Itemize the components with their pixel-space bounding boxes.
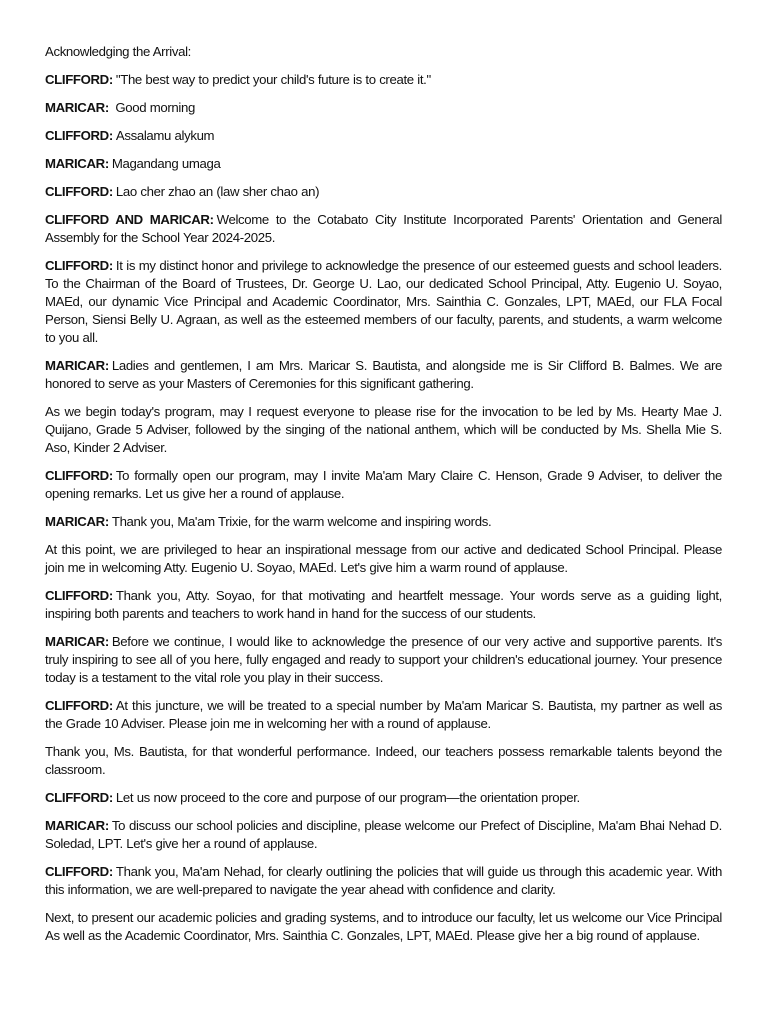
speaker-label: CLIFFORD AND MARICAR:: [45, 212, 214, 227]
script-paragraph: [45, 403, 722, 457]
speaker-label: MARICAR:: [45, 100, 109, 115]
script-paragraph: [45, 789, 722, 807]
script-paragraph: [45, 99, 722, 117]
paragraph-text: Before we continue, I would like to acknowledge the presence of our very active and supportive parents. It's truly inspiring to see all of you here, fully engaged and ready to support your children's educational journey. Your presence today is a testament to the vital role you play in their success.: [45, 634, 722, 685]
script-paragraph: [45, 587, 722, 623]
speaker-label: MARICAR:: [45, 358, 109, 373]
paragraph-text: Thank you, Ma'am Nehad, for clearly outlining the policies that will guide us through this academic year. With this information, we are well-prepared to navigate the year ahead with confidence and clarity.: [45, 864, 722, 897]
paragraph-text: At this point, we are privileged to hear an inspirational message from our active and dedicated School Principal. Please join me in welcoming Atty. Eugenio U. Soyao, MAEd. Let's give him a warm round of applause.: [45, 542, 722, 575]
script-paragraph: [45, 697, 722, 733]
speaker-label: MARICAR:: [45, 634, 109, 649]
paragraph-text: Magandang umaga: [111, 156, 221, 171]
speaker-label: CLIFFORD:: [45, 790, 113, 805]
script-paragraph: [45, 743, 722, 779]
speaker-label: CLIFFORD:: [45, 698, 113, 713]
script-paragraph: [45, 43, 722, 61]
speaker-label: CLIFFORD:: [45, 588, 113, 603]
script-paragraph: [45, 155, 722, 173]
script-paragraph: [45, 817, 722, 853]
script-paragraph: [45, 71, 722, 89]
script-paragraph: [45, 257, 722, 347]
speaker-label: MARICAR:: [45, 156, 109, 171]
speaker-label: CLIFFORD:: [45, 258, 113, 273]
script-paragraph: [45, 467, 722, 503]
paragraph-text: Assalamu alykum: [115, 128, 215, 143]
script-paragraph: [45, 211, 722, 247]
paragraph-text: As we begin today's program, may I request everyone to please rise for the invocation to be led by Ms. Hearty Mae J. Quijano, Grade 5 Adviser, followed by the singing of the national anthem, which will be conducted by Ms. Shella Mie S. Aso, Kinder 2 Adviser.: [45, 404, 722, 455]
paragraph-text: Thank you, Atty. Soyao, for that motivating and heartfelt message. Your words serve as a guiding light, inspiring both parents and teachers to work hand in hand for the success of our students.: [45, 588, 722, 621]
speaker-label: CLIFFORD:: [45, 72, 113, 87]
speaker-label: CLIFFORD:: [45, 864, 113, 879]
paragraph-text: Next, to present our academic policies and grading systems, and to introduce our faculty, let us welcome our Vice Principal As well as the Academic Coordinator, Mrs. Sainthia C. Gonzales, LPT, MAEd. Please give her a big round of applause.: [45, 910, 722, 943]
script-paragraph: [45, 357, 722, 393]
paragraph-text: Welcome to the Cotabato City Institute Incorporated Parents' Orientation and General Assembly for the School Year 2024-2025.: [45, 212, 722, 245]
paragraph-text: To formally open our program, may I invite Ma'am Mary Claire C. Henson, Grade 9 Adviser, to deliver the opening remarks. Let us give her a round of applause.: [45, 468, 722, 501]
paragraph-text: To discuss our school policies and discipline, please welcome our Prefect of Discipline, Ma'am Bhai Nehad D. Soledad, LPT. Let's give her a round of applause.: [45, 818, 722, 851]
paragraph-text: Let us now proceed to the core and purpose of our program—the orientation proper.: [115, 790, 580, 805]
script-paragraph: [45, 513, 722, 531]
paragraph-text: Lao cher zhao an (law sher chao an): [115, 184, 320, 199]
paragraph-text: Acknowledging the Arrival:: [45, 44, 191, 59]
script-body: [45, 43, 722, 945]
script-paragraph: [45, 127, 722, 145]
paragraph-text: Thank you, Ma'am Trixie, for the warm welcome and inspiring words.: [111, 514, 492, 529]
paragraph-text: Good morning: [111, 100, 195, 115]
script-paragraph: [45, 633, 722, 687]
script-paragraph: [45, 909, 722, 945]
speaker-label: MARICAR:: [45, 514, 109, 529]
speaker-label: MARICAR:: [45, 818, 109, 833]
paragraph-text: At this juncture, we will be treated to a special number by Ma'am Maricar S. Bautista, my partner as well as the Grade 10 Adviser. Please join me in welcoming her with a round of applause.: [45, 698, 722, 731]
paragraph-text: It is my distinct honor and privilege to acknowledge the presence of our esteemed guests and school leaders. To the Chairman of the Board of Trustees, Dr. George U. Lao, our dedicated School Principal, Atty. Eugenio U. Soyao, MAEd, our dynamic Vice Principal and Academic Coordinator, Mrs. Sainthia C. Gonzales, LPT, MAEd, our FLA Focal Person, Siensi Belly U. Agraan, as well as the esteemed members of our faculty, parents, and students, a warm welcome to you all.: [45, 258, 722, 345]
speaker-label: CLIFFORD:: [45, 128, 113, 143]
script-paragraph: [45, 183, 722, 201]
paragraph-text: Ladies and gentlemen, I am Mrs. Maricar S. Bautista, and alongside me is Sir Clifford B. Balmes. We are honored to serve as your Masters of Ceremonies for this significant gathering.: [45, 358, 722, 391]
script-paragraph: [45, 541, 722, 577]
paragraph-text: "The best way to predict your child's future is to create it.": [115, 72, 431, 87]
speaker-label: CLIFFORD:: [45, 184, 113, 199]
script-paragraph: [45, 863, 722, 899]
paragraph-text: Thank you, Ms. Bautista, for that wonderful performance. Indeed, our teachers possess remarkable talents beyond the classroom.: [45, 744, 722, 777]
speaker-label: CLIFFORD:: [45, 468, 113, 483]
